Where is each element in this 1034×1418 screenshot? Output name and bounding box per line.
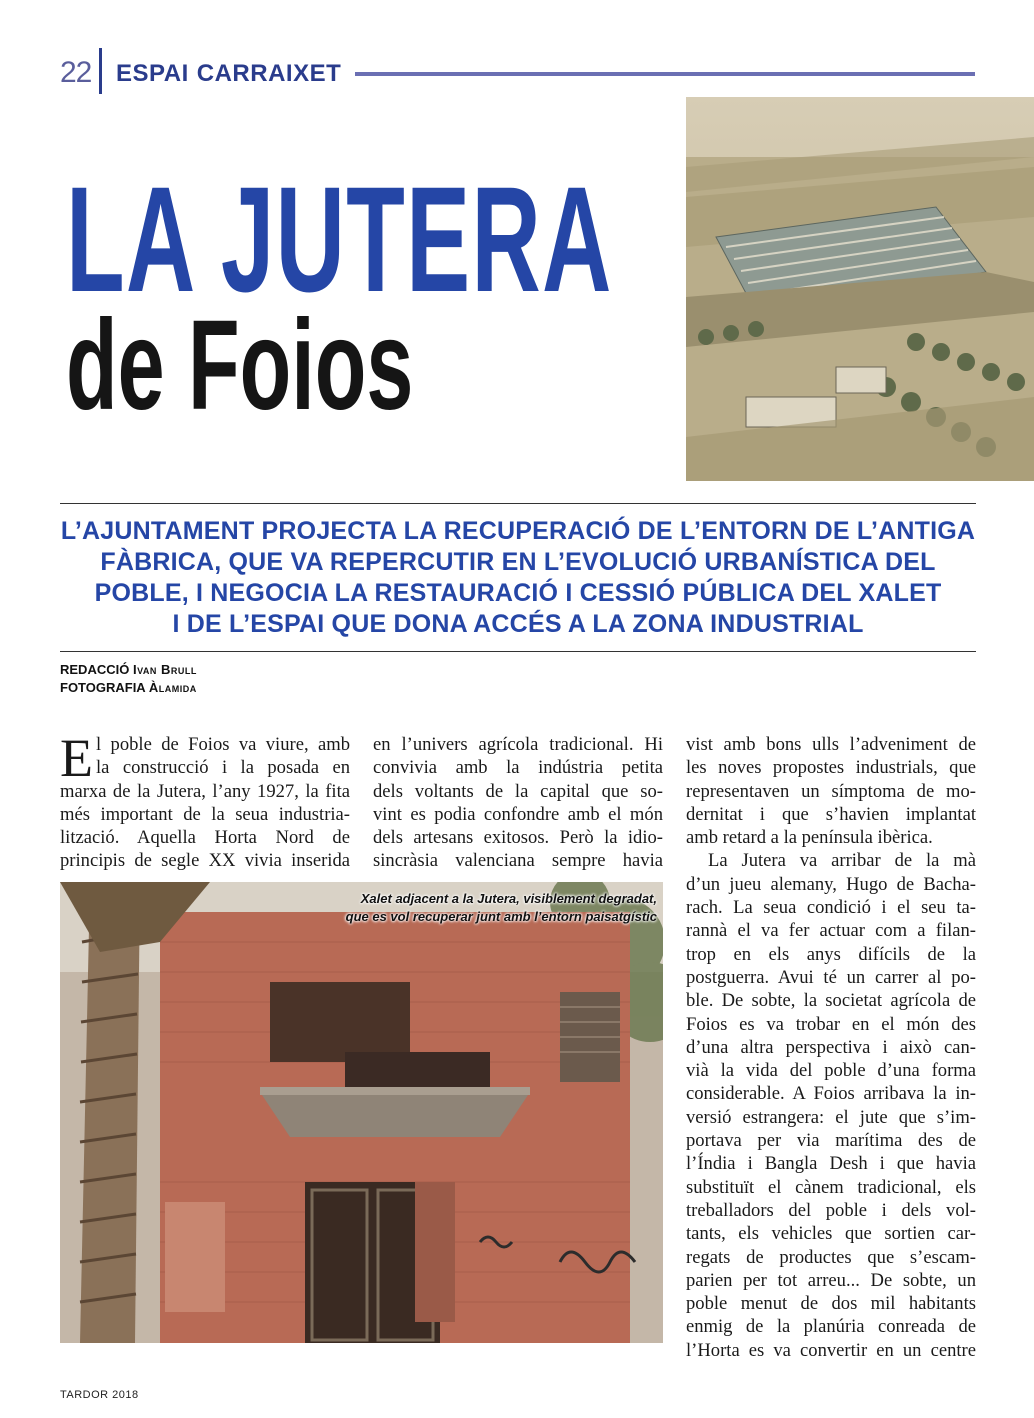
chalet-photo bbox=[60, 882, 663, 1343]
caption-line: Xalet adjacent a la Jutera, visiblement degradat, bbox=[360, 891, 657, 906]
body-line: ble. De sobte, la societat agrícola de bbox=[686, 990, 976, 1012]
body-line: treballadors del poble i dels vol- bbox=[686, 1199, 976, 1221]
body-line: rannà el va fer actuar com a filan- bbox=[686, 920, 976, 942]
body-line: Foios es va trobar en el món des bbox=[686, 1013, 976, 1035]
section-label-part1: ESPAI bbox=[116, 60, 189, 87]
body-line: amb retard a la península ibèrica. bbox=[686, 827, 933, 849]
body-line: rach. La seua condició i el seu ta- bbox=[686, 897, 976, 919]
credit-redaccio bbox=[60, 662, 197, 677]
body-line: la construcció i la posada en bbox=[96, 757, 350, 779]
article-subtitle: de Foios bbox=[66, 294, 414, 437]
lead-line: POBLE, I NEGOCIA LA RESTAURACIÓ I CESSIÓ PÚBLICA DEL XALET bbox=[94, 579, 942, 607]
header-rule bbox=[355, 72, 975, 76]
chalet-photo-drawing bbox=[60, 882, 663, 1343]
body-line: l’Horta es va convertir en un centre bbox=[686, 1339, 976, 1361]
lead-line: I DE L’ESPAI QUE DONA ACCÉS A LA ZONA INDUSTRIAL bbox=[172, 610, 864, 638]
body-line: poble menut de dos mil habitants bbox=[686, 1293, 976, 1315]
footer-issue: TARDOR 2018 bbox=[60, 1389, 139, 1401]
body-column-3 bbox=[686, 733, 976, 1362]
body-line: més important de la seua industria- bbox=[60, 803, 350, 825]
body-line: vià la vida del poble d’una forma bbox=[686, 1060, 976, 1082]
body-line: convivia amb la indústria petita bbox=[373, 757, 663, 779]
body-line: tants, els vehicles que sortien car- bbox=[686, 1223, 976, 1245]
body-line: dels voltants de la capital que so- bbox=[373, 780, 663, 802]
body-line: vist amb bons ulls l’adveniment de bbox=[686, 734, 976, 755]
lead-line: FÀBRICA, QUE VA REPERCUTIR EN L’EVOLUCIÓ URBANÍSTICA DEL bbox=[100, 548, 936, 576]
body-line: portava per via marítima des de bbox=[686, 1130, 976, 1152]
header-divider bbox=[99, 48, 102, 94]
body-line: lització. Aquella Horta Nord de bbox=[60, 827, 350, 849]
body-line: vint es podia confondre amb el món bbox=[373, 803, 663, 825]
body-line: La Jutera va arribar de la mà bbox=[708, 850, 976, 872]
body-line: substituït el cànem tradicional, els bbox=[686, 1176, 976, 1198]
page-number: 22 bbox=[60, 56, 92, 89]
lead-rule-bottom bbox=[60, 651, 976, 652]
photo-caption bbox=[297, 890, 657, 926]
lead-line: L’AJUNTAMENT PROJECTA LA RECUPERACIÓ DE L’ENTORN DE L’ANTIGA bbox=[60, 517, 976, 545]
article-title: LA JUTERA bbox=[66, 155, 613, 323]
body-line: sincràsia valenciana sempre havia bbox=[373, 850, 663, 872]
body-line: les noves propostes industrials, que bbox=[686, 757, 976, 779]
body-line: considerable. A Foios arribava la in- bbox=[686, 1083, 976, 1105]
credit-name: Àlamida bbox=[148, 680, 197, 695]
body-line: enmig de la planúria conreada de bbox=[686, 1316, 976, 1338]
body-line: representaven un símptoma de mo- bbox=[686, 780, 976, 802]
credit-name: Ivan Brull bbox=[132, 662, 197, 677]
body-line: d’una altra perspectiva i això can- bbox=[686, 1036, 976, 1058]
body-line: dernitat i que s’havien implantat bbox=[686, 803, 976, 825]
body-line: dels artesans exitosos. Però la idio- bbox=[373, 827, 663, 849]
drop-cap: E bbox=[60, 728, 93, 788]
body-line: l poble de Foios va viure, amb bbox=[96, 734, 350, 755]
section-label-part2: CARRAIXET bbox=[196, 60, 342, 87]
body-line: principis de segle XX vivia inserida bbox=[60, 850, 350, 872]
body-line: versió estrangera: el jute que s’im- bbox=[686, 1106, 976, 1128]
body-line: parien per tot arreu... De sobte, un bbox=[686, 1269, 976, 1291]
body-line: en l’univers agrícola tradicional. Hi bbox=[373, 734, 663, 755]
body-column-2 bbox=[373, 733, 663, 873]
body-line: l’Índia i Bangla Desh i que havia bbox=[686, 1153, 976, 1175]
credit-label: REDACCIÓ bbox=[60, 662, 130, 677]
lead-paragraph bbox=[60, 516, 976, 640]
credit-fotografia bbox=[60, 680, 197, 695]
section-label bbox=[116, 60, 341, 88]
body-line: trop en els anys difícils de la bbox=[686, 943, 976, 965]
body-line: d’un jueu alemany, Hugo de Bacha- bbox=[686, 873, 976, 895]
factory-illustration bbox=[686, 97, 1034, 481]
credit-label: FOTOGRAFIA bbox=[60, 680, 146, 695]
body-line: postguerra. Avui té un carrer al po- bbox=[686, 966, 976, 988]
body-column-1 bbox=[60, 728, 350, 873]
body-line: regats de productes que s’escam- bbox=[686, 1246, 976, 1268]
factory-illustration-drawing bbox=[686, 97, 1034, 481]
caption-line: que es vol recuperar junt amb l’entorn paisatgístic bbox=[345, 909, 657, 924]
body-line: marxa de la Jutera, l’any 1927, la fita bbox=[60, 780, 350, 802]
lead-rule-top bbox=[60, 503, 976, 504]
